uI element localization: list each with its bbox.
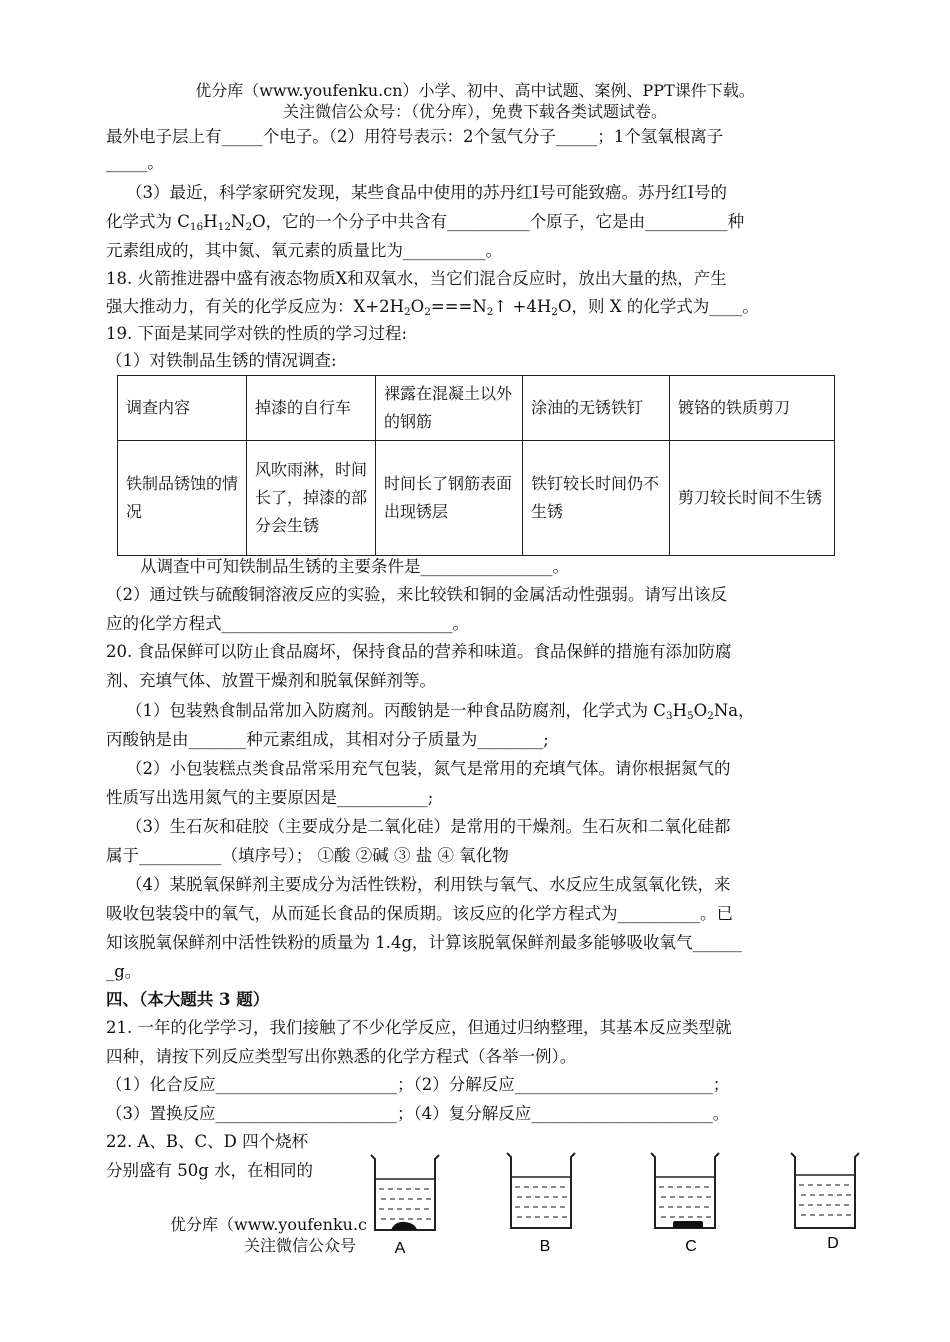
question-18-line-2: 强大推动力，有关的化学反应为：$X+2H_2O_2===N_2↑ +4H_2O$，则 X 的化学式为____。: [106, 297, 759, 318]
header-line-1: 优分库（www.youfenku.cn）小学、初中、高中试题、案例、PPT课件下载。: [195, 81, 755, 100]
table-cell: 剪刀较长时间不生锈: [670, 441, 835, 556]
beaker-label-c: C: [685, 1238, 697, 1255]
question-21-answers-2: （3）置换反应______________________；（4）复分解反应______________________。: [106, 1104, 730, 1123]
question-22-line-2: 分别盛有 50g 水，在相同的: [106, 1161, 314, 1180]
beaker-c: [651, 1153, 719, 1255]
beaker-c-sediment: [673, 1221, 703, 1228]
question-19-conclusion: 从调查中可知铁制品生锈的主要条件是________________。: [140, 557, 569, 576]
question-20-part-2-line-1: （2）小包装糕点类食品常采用充气包装，氮气是常用的充填气体。请你根据氮气的: [126, 759, 731, 778]
question-21-line-1: 21. 一年的化学学习，我们接触了不少化学反应，但通过归纳整理，其基本反应类型就: [106, 1018, 732, 1037]
question-21-answers-1: （1）化合反应______________________；（2）分解反应________________________；: [106, 1075, 730, 1094]
table-cell: 风吹雨淋，时间长了，掉漆的部分会生锈: [247, 441, 376, 556]
question-20-part-1-line-1: （1）包装熟食制品常加入防腐剂。丙酸钠是一种食品防腐剂，化学式为 $C_3H_5O_2Na$，: [126, 701, 755, 722]
table-cell: 铁钉较长时间仍不生锈: [523, 441, 670, 556]
beaker-b: [507, 1153, 575, 1255]
line-q17-ratio: 元素组成的，其中氮、氧元素的质量比为__________。: [106, 241, 502, 260]
beaker-d: [791, 1153, 859, 1252]
table-row: [118, 441, 835, 556]
question-20-part-3-line-2: 属于__________（填序号）； ①酸 ②碱 ③ 盐 ④ 氧化物: [106, 846, 509, 865]
beaker-a-sediment: [391, 1222, 417, 1230]
question-20-part-4-line-2: 吸收包装袋中的氧气，从而延长食品的保质期。该反应的化学方程式为__________。已: [106, 904, 733, 923]
footer-line-1: 优分库（www.youfenku.c: [170, 1215, 367, 1234]
line-q17-2b: _____。: [106, 153, 164, 172]
line-q17-formula: 化学式为 $C_{16}H_{12}N_2O$，它的一个分子中共含有__________个原子，它是由__________种: [106, 212, 745, 233]
question-20-part-4-line-4: _g。: [106, 962, 142, 981]
line-q17-2: 最外电子层上有_____个电子。（2）用符号表示：2个氢气分子_____；1个氢氧根离子: [106, 127, 724, 146]
table-header-cell: 掉漆的自行车: [247, 376, 376, 441]
question-19-part-2-line-1: （2）通过铁与硫酸铜溶液反应的实验，来比较铁和铜的金属活动性强弱。请写出该反: [106, 585, 727, 604]
beaker-label-b: B: [539, 1238, 551, 1255]
question-19-part-2-line-2: 应的化学方程式____________________________。: [106, 614, 469, 633]
question-20-line-1: 20. 食品保鲜可以防止食品腐坏，保持食品的营养和味道。食品保鲜的措施有添加防腐: [106, 642, 732, 661]
beaker-a: [371, 1155, 439, 1257]
beaker-label-d: D: [827, 1235, 839, 1252]
question-19-part-1: （1）对铁制品生锈的情况调查:: [106, 351, 337, 370]
question-20-part-1-line-2: 丙酸钠是由_______种元素组成，其相对分子质量为________;: [106, 730, 549, 749]
table-header-cell: 涂油的无锈铁钉: [523, 376, 670, 441]
question-18-line-1: 18. 火箭推进器中盛有液态物质X和双氧水，当它们混合反应时，放出大量的热，产生: [106, 269, 727, 288]
question-20-part-4-line-1: （4）某脱氧保鲜剂主要成分为活性铁粉，利用铁与氧气、水反应生成氢氧化铁，来: [126, 875, 731, 894]
question-21-line-2: 四种，请按下列反应类型写出你熟悉的化学方程式（各举一例）。: [106, 1047, 577, 1066]
rust-survey-table: [117, 375, 835, 556]
question-20-part-3-line-1: （3）生石灰和硅胶（主要成分是二氧化硅）是常用的干燥剂。生石灰和二氧化硅都: [126, 817, 731, 836]
beaker-label-a: A: [394, 1240, 406, 1257]
table-cell: 时间长了钢筋表面出现锈层: [376, 441, 523, 556]
question-20-part-2-line-2: 性质写出选用氮气的主要原因是___________;: [106, 788, 434, 807]
table-row-label: 铁制品锈蚀的情况: [118, 441, 247, 556]
question-20-line-2: 剂、充填气体、放置干燥剂和脱氧保鲜剂等。: [106, 671, 436, 690]
section-4-heading: 四、（本大题共 3 题）: [106, 990, 270, 1009]
table-header-cell: 调查内容: [118, 376, 247, 441]
table-row: [118, 376, 835, 441]
table-header-cell: 镀铬的铁质剪刀: [670, 376, 835, 441]
header-line-2: 关注微信公众号：（优分库），免费下载各类试题试卷。: [282, 102, 667, 121]
question-19-title: 19. 下面是某同学对铁的性质的学习过程:: [106, 324, 408, 343]
question-22-line-1: 22. A、B、C、D 四个烧杯: [106, 1132, 309, 1151]
footer-line-2: 关注微信公众号: [244, 1236, 357, 1255]
table-header-cell: 裸露在混凝土以外的钢筋: [376, 376, 523, 441]
line-q17-3: （3）最近，科学家研究发现，某些食品中使用的苏丹红I号可能致癌。苏丹红I号的: [126, 183, 728, 202]
question-20-part-4-line-3: 知该脱氧保鲜剂中活性铁粉的质量为 1.4g，计算该脱氧保鲜剂最多能够吸收氧气______: [106, 933, 743, 952]
beakers-figure: [355, 1145, 875, 1260]
